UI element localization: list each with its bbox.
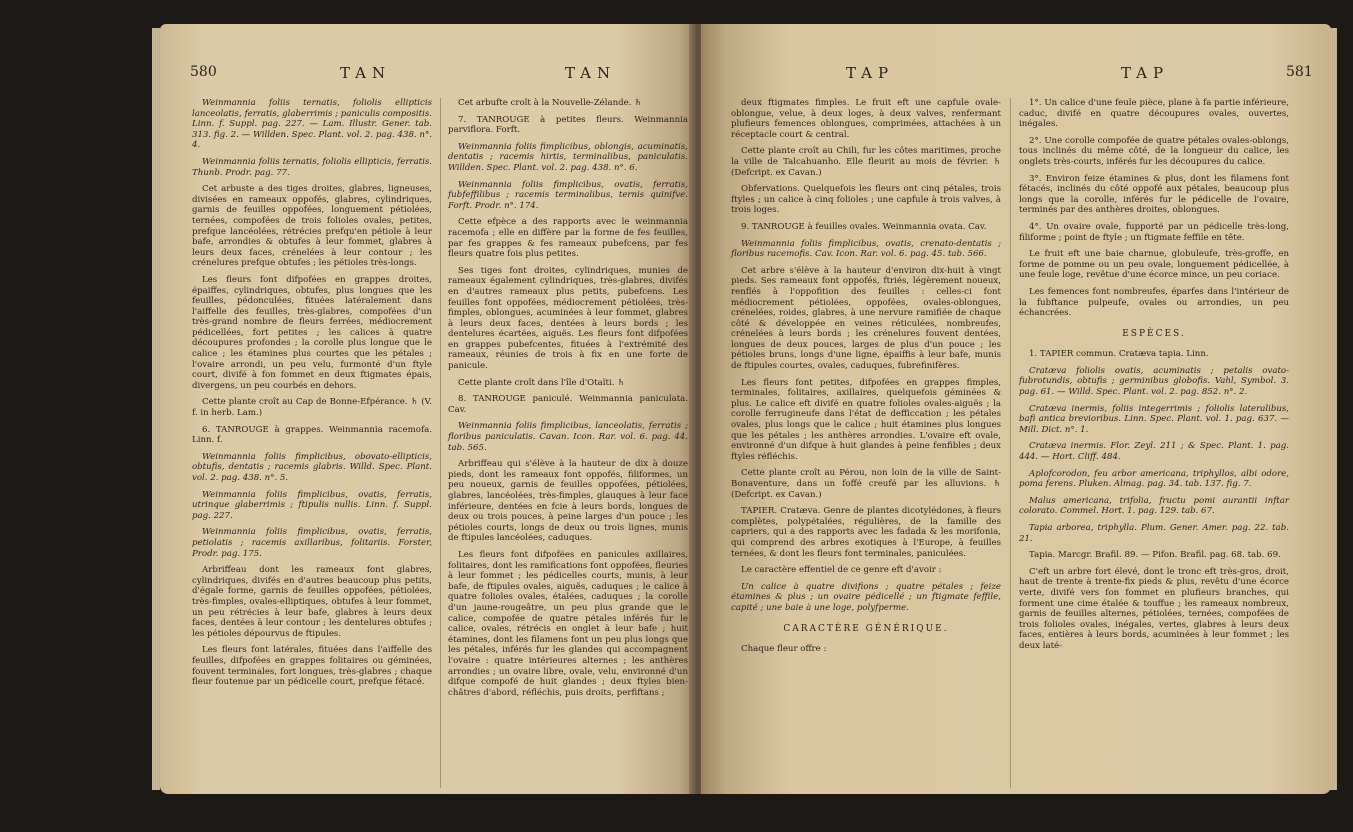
paragraph: Cette plante croît au Chili, fur les côtes maritimes, proche la ville de Talcahuanho. Elle fleurit au mois de février. ♄ (Defcript. ex Cavan.) bbox=[731, 146, 1001, 178]
left-column-2 bbox=[448, 98, 688, 704]
paragraph: Aplofcorodon, feu arbor americana, triphyllos, albi odore, poma ferens. Pluken. Almag. pag. 34. tab. 137. fig. 7. bbox=[1019, 468, 1289, 490]
right-column-1 bbox=[731, 98, 1001, 661]
open-book bbox=[148, 10, 1348, 820]
column-rule-right bbox=[1010, 98, 1011, 788]
paragraph: Weinmannia foliis ternatis, foliolis ellipticis, ferratis. Thunb. Prodr. pag. 77. bbox=[192, 156, 432, 178]
page-edges-left bbox=[152, 28, 160, 790]
paragraph: Weinmannia foliis fimplicibus, oblongis, acuminatis, dentatis ; racemis hirtis, terminalibus, paniculatis. Willden. Spec. Plant. vol. 2. pag. 438. n°. 6. bbox=[448, 141, 688, 173]
paragraph: Le caractère effentiel de ce genre eft d'avoir : bbox=[741, 565, 942, 576]
paragraph: 3°. Environ feize étamines & plus, dont les filamens font fétacés, inclinés du côté oppofé aux pétales, beaucoup plus longs que la corolle, inférés fur le pédicelle de l'ovaire, terminés par des anthères droites, oblongues. bbox=[1019, 173, 1289, 216]
paragraph: Cratæva foliolis ovatis, acuminatis ; petalis ovato-fubrotundis, obtufis ; germinibus globofis. Vahl, Symbol. 3. pag. 61. — Willd. Spec. Plant. vol. 2. pag. 852. n°. 2. bbox=[1019, 365, 1289, 398]
paragraph: Un calice à quatre divifions ; quatre pétales ; feize étamines & plus ; un ovaire pédicellé ; un ftigmate feffile, capité ; une baie à une loge, polyfperme. bbox=[731, 581, 1001, 613]
paragraph: Cet arbufte croît à la Nouvelle-Zélande. ♄ bbox=[458, 98, 642, 108]
paragraph: deux ftigmates fimples. Le fruit eft une capfule ovale-oblongue, velue, à deux loges, à deux valves, renfermant plufieurs femences oblongues, comprimées, attachées à un réceptacle court & central. bbox=[731, 98, 1001, 140]
left-page bbox=[160, 24, 695, 794]
paragraph: Cratæva inermis, foliis integerrimis ; foliolis lateralibus, bafi antica brevioribus. Linn. Spec. Plant. vol. 1. pag. 637. — Mill. Dict. n°. 1. bbox=[1019, 403, 1289, 435]
running-head-left-col1: TAN bbox=[340, 64, 392, 82]
paragraph: Cette efpèce a des rapports avec le weinmannia racemofa ; elle en diffère par la forme de fes feuilles, par fes grappes & fes rameaux pubefcens, par fes fleurs quatre fois plus petites. bbox=[448, 217, 688, 260]
paragraph: Arbriffeau qui s'élève à la hauteur de dix à douze pieds, dont les rameaux font oppofés, filiformes, un peu noueux, garnis de feuilles oppofées, pétiolées, glabres, lancéolées, très-fimples, glauques à leur face inférieure, dentées en fcie à leurs bords, longues de deux ou trois pouces, à peine larges d'un pouce ; les pétioles courts, longs de deux ou trois lignes, munis de ftipules lancéolées, caduques. bbox=[448, 459, 688, 544]
paragraph: Le fruit eft une baie charnue, globuleufe, très-groffe, en forme de pomme ou un peu ovale, longuement pédicellée, à une feule loge, revêtue d'une écorce mince, un peu coriace. bbox=[1019, 249, 1289, 281]
paragraph: Obfervations. Quelquefois les fleurs ont cinq pétales, trois ftyles ; un calice à cinq folioles ; une capfule à trois valves, à trois loges. bbox=[731, 184, 1001, 216]
running-head-right-col2: TAP bbox=[1121, 64, 1170, 82]
paragraph: Weinmannia foliis fimplicibus, lanceolatis, ferratis ; floribus paniculatis. Cavan. Icon. Rar. vol. 6. pag. 44. tab. 565. bbox=[448, 421, 688, 453]
paragraph: 1°. Un calice d'une feule pièce, plane à fa partie inférieure, caduc, divifé en quatre découpures ovales, ouvertes, inégales. bbox=[1019, 98, 1289, 130]
paragraph: 8. TANROUGE paniculé. Weinmannia paniculata. Cav. bbox=[448, 394, 688, 415]
paragraph: Tapia arborea, triphylla. Plum. Gener. Amer. pag. 22. tab. 21. bbox=[1019, 523, 1289, 544]
column-rule-left bbox=[440, 98, 441, 788]
paragraph: Cratæva inermis. Flor. Zeyl. 211 ; & Spec. Plant. 1. pag. 444. — Hort. Cliff. 484. bbox=[1019, 441, 1289, 463]
paragraph: Tapia. Marcgr. Brafil. 89. — Pifon. Brafil. pag. 68. tab. 69. bbox=[1029, 550, 1281, 561]
paragraph: Les fleurs font difpofées en grappes droites, épaiffes, cylindriques, obtufes, plus longues que les feuilles, pédonculées, fituées latéralement dans l'aiffelle des feuilles, très-glabres, compofées d'un très-grand nombre de fleurs ferrées, médiocrement pédicellées, fort petites ; les calices à quatre découpures profondes ; la corolle plus longue que le calice ; les étamines plus courtes que les pétales ; l'ovaire arrondi, un peu velu, furmonté d'un ftyle court, divifé à fon fommet en deux ftigmates épais, divergens, un peu courbés en dehors. bbox=[192, 274, 432, 391]
paragraph: C'eft un arbre fort élevé, dont le tronc eft très-gros, droit, haut de trente à trente-fix pieds & plus, revêtu d'une écorce verte, divifé vers fon fommet en plufieurs branches, qui forment une cime étalée & touffue ; les rameaux nombreux, garnis de feuilles alternes, pétiolées, ternées, compofées de trois folioles ovales, inégales, vertes, glabres à leurs deux faces, entières à leurs bords, acuminées à leur fommet ; les deux laté- bbox=[1019, 566, 1289, 651]
paragraph: Cet arbre s'élève à la hauteur d'environ dix-huit à vingt pieds. Ses rameaux font oppofés, ftriés, légèrement noueux, renflés à l'oppofition des feuilles : celles-ci font médiocrement pétiolées, oppofées, ovales-oblongues, crénelées, roides, glabres, à une nervure ramifiée de chaque côté & développée en veines réticulées, nombreufes, crénelées à leurs bords ; les crénelures fouvent dentées, longues de deux pouces, larges de plus d'un pouce ; les pétioles bruns, longs d'une ligne, épaiffis à leur bafe, munis de ftipules courtes, ovales, caduques, fubrefinifères. bbox=[731, 265, 1001, 372]
paragraph: Weinmannia foliis ternatis, foliolis ellipticis lanceolatis, ferratis, glaberrimis ; paniculis compositis. Linn. f. Suppl. pag. 227. — Lam. Illustr. Gener. tab. 313. fig. 2. — Willden. Spec. Plant. vol. 2. pag. 438. n°. 4. bbox=[192, 98, 432, 151]
paragraph: Chaque fleur offre : bbox=[741, 644, 827, 655]
paragraph: Cet arbuste a des tiges droites, glabres, ligneuses, divisées en rameaux oppofés, glabres, cylindriques, garnis de feuilles oppofées, longuement pétiolées, ternées, compofées de trois folioles ovales, petites, prefque lancéolées, rétrécies prefqu'en pétiole à leur bafe, arrondies & obtufes à leur fommet, glabres à leurs deux faces, crénelées à leur contour ; les crénelures prefque obtufes ; les pétioles très-longs. bbox=[192, 184, 432, 269]
paragraph: Les fleurs font petites, difpofées en grappes fimples, terminales, folitaires, axillaires, quelquefois géminées & plus. Le calice eft divifé en quatre folioles ovales-aiguës ; la corolle ferrugineufe dans l'état de defficcation ; les pétales ovales, plus longs que le calice ; huit étamines plus longues que les pétales ; les anthères arrondies. L'ovaire eft ovale, environné d'un difque à huit glandes à peine fenfibles ; deux ftyles réfléchis. bbox=[731, 377, 1001, 462]
page-number-right: 581 bbox=[1286, 64, 1313, 80]
paragraph: Weinmannia foliis fimplicibus, ovatis, ferratis, fubfeffilibus ; racemis terminalibus, ternis quinifve. Forft. Prodr. n°. 174. bbox=[448, 179, 688, 211]
running-head-right-col1: TAP bbox=[846, 64, 895, 82]
paragraph: 1. TAPIER commun. Cratæva tapia. Linn. bbox=[1029, 349, 1209, 360]
paragraph: Weinmannia foliis fimplicibus, ovatis, crenato-dentatis ; floribus racemofis. Cav. Icon. Rar. vol. 6. pag. 45. tab. 566. bbox=[731, 238, 1001, 260]
paragraph: 6. TANROUGE à grappes. Weinmannia racemofa. Linn. f. bbox=[192, 424, 432, 446]
paragraph: 2°. Une corolle compofée de quatre pétales ovales-oblongs, tous inclinés du même côté, de la longueur du calice, les onglets très-courts, inférés fur les découpures du calice. bbox=[1019, 135, 1289, 167]
paragraph: Malus americana, trifolia, fructu pomi aurantii inftar colorato. Commel. Hort. 1. pag. 129. tab. 67. bbox=[1019, 495, 1289, 517]
paragraph: Weinmannia foliis fimplicibus, ovatis, ferratis, utrinque glaberrimis ; ftipulis nullis. Linn. f. Suppl. pag. 227. bbox=[192, 489, 432, 521]
right-column-2 bbox=[1019, 98, 1289, 658]
paragraph: Cette plante croît au Cap de Bonne-Efpérance. ♄ (V. f. in herb. Lam.) bbox=[192, 397, 432, 419]
paragraph: Cette plante croît dans l'île d'Otaïti. ♄ bbox=[458, 377, 625, 388]
paragraph: Cette plante croît au Pérou, non loin de la ville de Saint-Bonaventure, dans un foffé creufé par les alluvions. ♄ (Defcript. ex Cavan.) bbox=[731, 468, 1001, 500]
paragraph: 4°. Un ovaire ovale, fupporté par un pédicelle très-long, filiforme ; point de ftyle ; un ftigmate feffile en tête. bbox=[1019, 221, 1289, 243]
paragraph: 9. TANROUGE à feuilles ovales. Weinmannia ovata. Cav. bbox=[741, 221, 987, 232]
paragraph: Les femences font nombreufes, éparfes dans l'intérieur de la fubftance pulpeufe, ovales ou arrondies, un peu échancrées. bbox=[1019, 286, 1289, 319]
page-number-left: 580 bbox=[190, 64, 217, 80]
paragraph: Les fleurs font difpofées en panicules axillaires, folitaires, dont les ramifications font oppofées, fleuries à leur fommet ; les pédicelles courts, munis, à leur bafe, de ftipules ovales, aiguës, caduques ; le calice à quatre folioles ovales, étalées, caduques ; la corolle d'un jaune-rougeâtre, un peu plus grande que le calice, compofée de quatre pétales inférés fur le calice, ovales, rétrécis en onglet à leur bafe ; huit étamines, dont les filamens font un peu plus longs que les pétales, inférés fur les glandes qui accompagnent l'ovaire : quatre intérieures alternes ; les anthères arrondies ; un ovaire libre, ovale, velu, environné d'un difque compofé de huit glandes ; deux ftyles bien-châtres d'abord, réfléchis, puis droits, perfiftans ; bbox=[448, 549, 688, 698]
paragraph: Arbriffeau dont les rameaux font glabres, cylindriques, divifés en d'autres beaucoup plus petits, d'égale forme, garnis de feuilles oppofées, pétiolées, très-fimples, ovales-elliptiques, obtufes à leur fommet, un peu rétrécies à leur bafe, glabres à leurs deux faces, dentées à leur contour ; les dentelures obtufes ; les pétioles dépourvus de ftipules. bbox=[192, 565, 432, 639]
paragraph: Weinmannia foliis fimplicibus, obovato-ellipticis, obtufis, dentatis ; racemis glabris. Willd. Spec. Plant. vol. 2. pag. 438. n°. 5. bbox=[192, 451, 432, 483]
running-head-left-col2: TAN bbox=[565, 64, 617, 82]
paragraph: Ses tiges font droites, cylindriques, munies de rameaux également cylindriques, très-glabres, divifés en d'autres rameaux plus petits, pubefcens. Les feuilles font oppofées, médiocrement pétiolées, très-fimples, oblongues, acuminées à leur fommet, glabres à leurs deux faces, dentées à leurs bords ; les dentelures écartées, aiguës. Les fleurs font difpofées en grappes pubefcentes, fituées à l'extrémité des rameaux, réunies de trois à fix en une forte de panicule. bbox=[448, 265, 688, 372]
right-page bbox=[701, 24, 1331, 794]
paragraph: 7. TANROUGE à petites fleurs. Weinmannia parviflora. Forft. bbox=[448, 114, 688, 136]
paragraph: Les fleurs font latérales, fituées dans l'aiffelle des feuilles, difpofées en grappes folitaires ou géminées, fouvent terminales, fort longues, très-glabres ; chaque fleur foutenue par un pédicelle court, prefque fétacé. bbox=[192, 645, 432, 688]
paragraph: CARACTÈRE GÉNÉRIQUE. bbox=[783, 623, 949, 634]
left-column-1 bbox=[192, 98, 432, 694]
paragraph: TAPIER. Cratæva. Genre de plantes dicotylédones, à fleurs complètes, polypétalées, régulières, de la famille des capriers, qui a des rapports avec les fadada & les morifonia, qui comprend des arbres exotiques à l'Europe, à feuilles ternées, & dont les fleurs font terminales, paniculées. bbox=[731, 506, 1001, 559]
paragraph: Weinmannia foliis fimplicibus, ovatis, ferratis, petiolatis ; racemis axillaribus, folitariis. Forster, Prodr. pag. 175. bbox=[192, 527, 432, 559]
paragraph: ESPÈCES. bbox=[1122, 328, 1186, 339]
